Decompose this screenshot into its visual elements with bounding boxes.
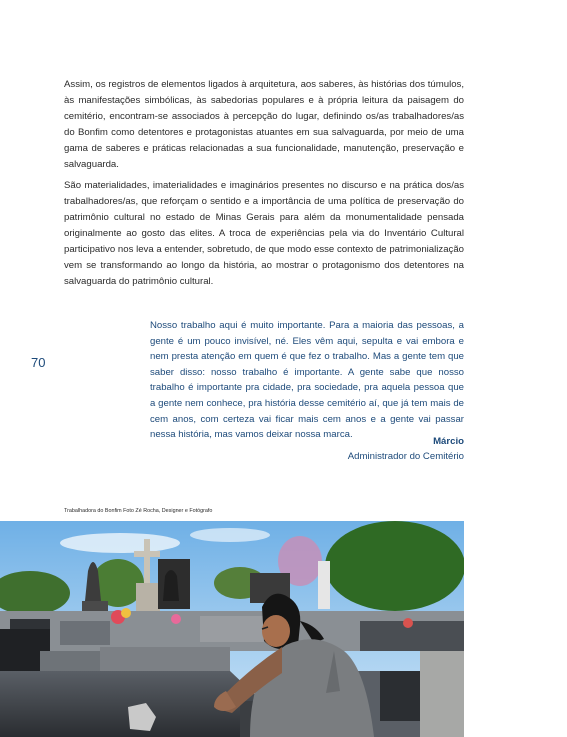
cemetery-worker-photo <box>0 521 464 737</box>
quote-author: Márcio <box>433 436 464 447</box>
body-paragraph-2: São materialidades, imaterialidades e imaginários presentes no discurso e na prática dos/as trabalhadores/as, que reforçam o sentido e a importância de uma política de preservação do patrimônio cultural no estado de Minas Gerais para além da monumentalidade pensada originalmente ao gosto das elites. A troca de experiências pela via do Inventário Cultural participativo nos leva a entender, sobretudo, de que modo esse contexto de patrimonialização vem se transformando ao longo da história, ao mostrar o protagonismo dos detentores na salvaguarda do patrimônio cultural. <box>64 180 464 287</box>
page-number: 70 <box>31 355 46 370</box>
testimonial-quote: Nosso trabalho aqui é muito importante. Para a maioria das pessoas, a gente é um pouco invisível, né. Eles vêm aqui, sepulta e vai embora e nem presta atenção em quem é que fez o trabalho. Mas a gente tem que saber disso: nosso trabalho é importante. A gente sabe que nosso trabalho é importante pra cidade, pra sociedade, pra aquela pessoa que a gente nem conhece, pra história desse cemitério aí, que já tem mais de cem anos, com certeza vai ficar mais cem anos e a gente vai passar nessa história, mas vamos deixar nossa marca. <box>150 320 464 441</box>
body-paragraph-1: Assim, os registros de elementos ligados à arquitetura, aos saberes, às histórias dos túmulos, às manifestações simbólicas, às sabedorias populares e à própria leitura da paisagem do cemitério, encontram-se associados à percepção do lugar, definindo os/as trabalhadores/as do Bonfim como detentores e protagonistas atuantes em sua salvaguarda, por meio de uma gama de saberes e práticas relacionadas a sua funcionalidade, manutenção, preservação e salvaguarda. <box>64 79 464 170</box>
photo-caption: Trabalhadora do Bonfim Foto Zé Rocha, Designer e Fotógrafo <box>64 508 213 514</box>
quote-author-role: Administrador do Cemitério <box>347 451 464 462</box>
